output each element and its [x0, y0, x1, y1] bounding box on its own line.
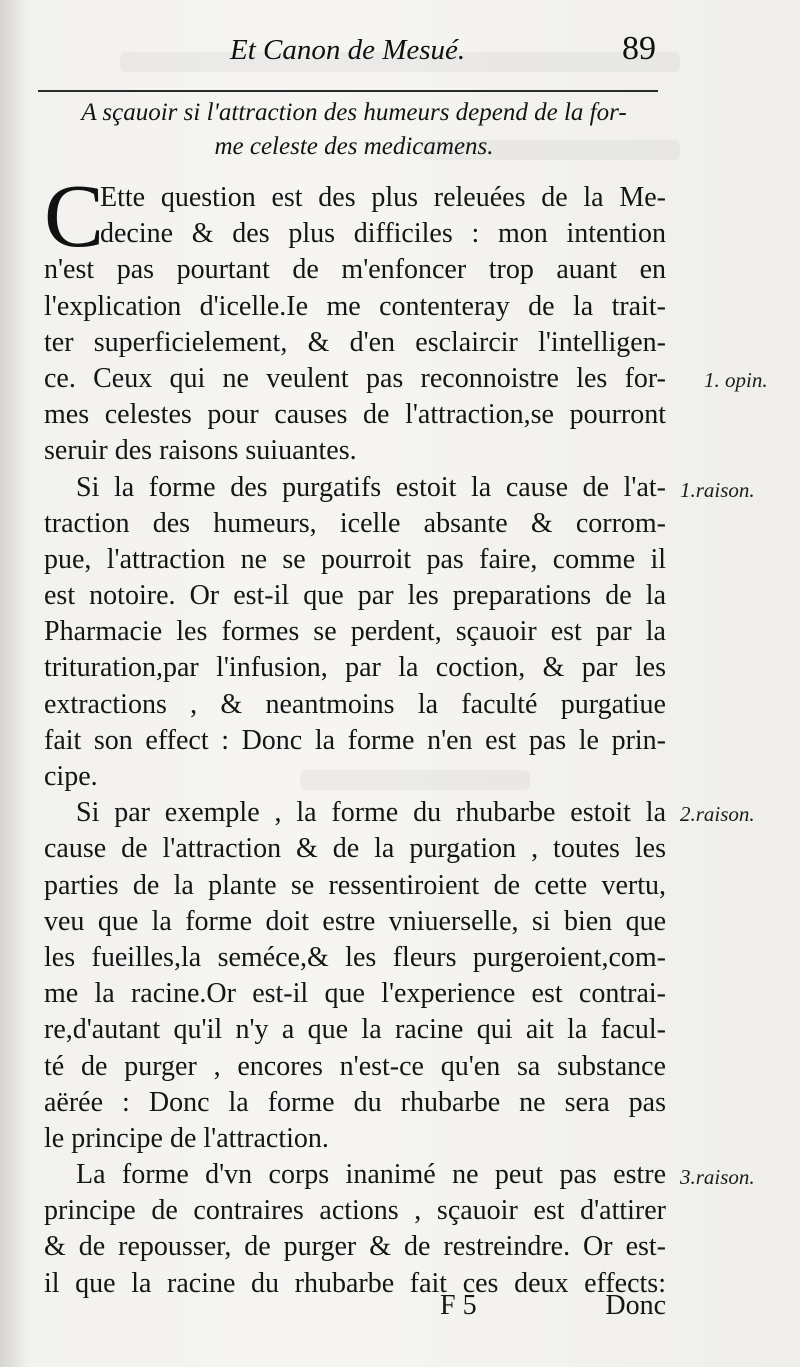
catchword: Donc [605, 1290, 666, 1321]
text-line: n'est pas pourtant de m'enfoncer trop auant en [44, 254, 666, 286]
text-line: Si par exemple , la forme du rhubarbe estoit la [76, 797, 666, 829]
page-number: 89 [622, 30, 656, 67]
text-line: extractions , & neantmoins la faculté purgatiue [44, 688, 666, 720]
running-head: Et Canon de Mesué. [230, 34, 466, 66]
text-line: me la racine.Or est-il que l'experience est contrai- [44, 978, 666, 1010]
margin-note: 1.raison. [680, 478, 755, 502]
margin-note: 3.raison. [680, 1165, 755, 1189]
text-line: fait son effect : Donc la forme n'en est pas le prin- [44, 724, 666, 756]
text-line: & de repousser, de purger & de restreindre. Or est- [44, 1231, 666, 1263]
margin-note: 2.raison. [680, 802, 755, 826]
margin-note: 1. opin. [704, 368, 768, 392]
text-line: est notoire. Or est-il que par les preparations de la [44, 580, 666, 612]
text-line: decine & des plus difficiles : mon intention [100, 218, 666, 250]
text-line: ce. Ceux qui ne veulent pas reconnoistre les for- [44, 362, 666, 394]
text-line: mes celestes pour causes de l'attraction,se pourront [44, 399, 666, 431]
text-line: re,d'autant qu'il n'y a que la racine qui ait la facul- [44, 1014, 666, 1046]
text-line: l'explication d'icelle.Ie me contenteray de la trait- [44, 290, 666, 322]
text-line: il que la racine du rhubarbe fait ces deux effects: [44, 1267, 666, 1299]
chapter-title-line: me celeste des medicamens. [214, 133, 494, 160]
text-line: veu que la forme doit estre vniuerselle, si bien que [44, 905, 666, 937]
text-line: les fueilles,la seméce,& les fleurs purgeroient,com- [44, 941, 666, 973]
text-line: pue, l'attraction ne se pourroit pas faire, comme il [44, 543, 666, 575]
text-line: Ette question est des plus releuées de la Me- [100, 182, 666, 213]
text-line: cipe. [44, 761, 98, 792]
text-line: La forme d'vn corps inanimé ne peut pas estre [76, 1159, 666, 1191]
text-line: seruir des raisons suiuantes. [44, 435, 357, 467]
text-line: traction des humeurs, icelle absante & corrom- [44, 507, 666, 539]
text-line: Pharmacie les formes se perdent, sçauoir est par la [44, 616, 666, 648]
drop-cap: C [44, 167, 105, 266]
text-line: té de purger , encores n'est-ce qu'en sa substance [44, 1050, 666, 1082]
text-line: ter superficielement, & d'en esclaircir l'intelligen- [44, 326, 666, 358]
header-rule [38, 90, 658, 92]
signature-mark: F 5 [440, 1290, 477, 1321]
text-line: le principe de l'attraction. [44, 1122, 329, 1154]
chapter-title [44, 96, 664, 164]
text-line: trituration,par l'infusion, par la coction, & par les [44, 652, 666, 684]
text-line: principe de contraires actions , sçauoir est d'attirer [44, 1195, 666, 1227]
chapter-title-line: A sçauoir si l'attraction des humeurs depend de la for- [81, 99, 627, 126]
page-gutter-shadow [0, 0, 28, 1367]
page-footer [44, 1290, 666, 1326]
text-line: cause de l'attraction & de la purgation , toutes les [44, 833, 666, 865]
body-text [44, 167, 666, 1302]
text-line: Si la forme des purgatifs estoit la cause de l'at- [76, 471, 666, 503]
text-line: parties de la plante se ressentiroient de cette vertu, [44, 869, 666, 901]
text-line: aërée : Donc la forme du rhubarbe ne sera pas [44, 1086, 666, 1118]
